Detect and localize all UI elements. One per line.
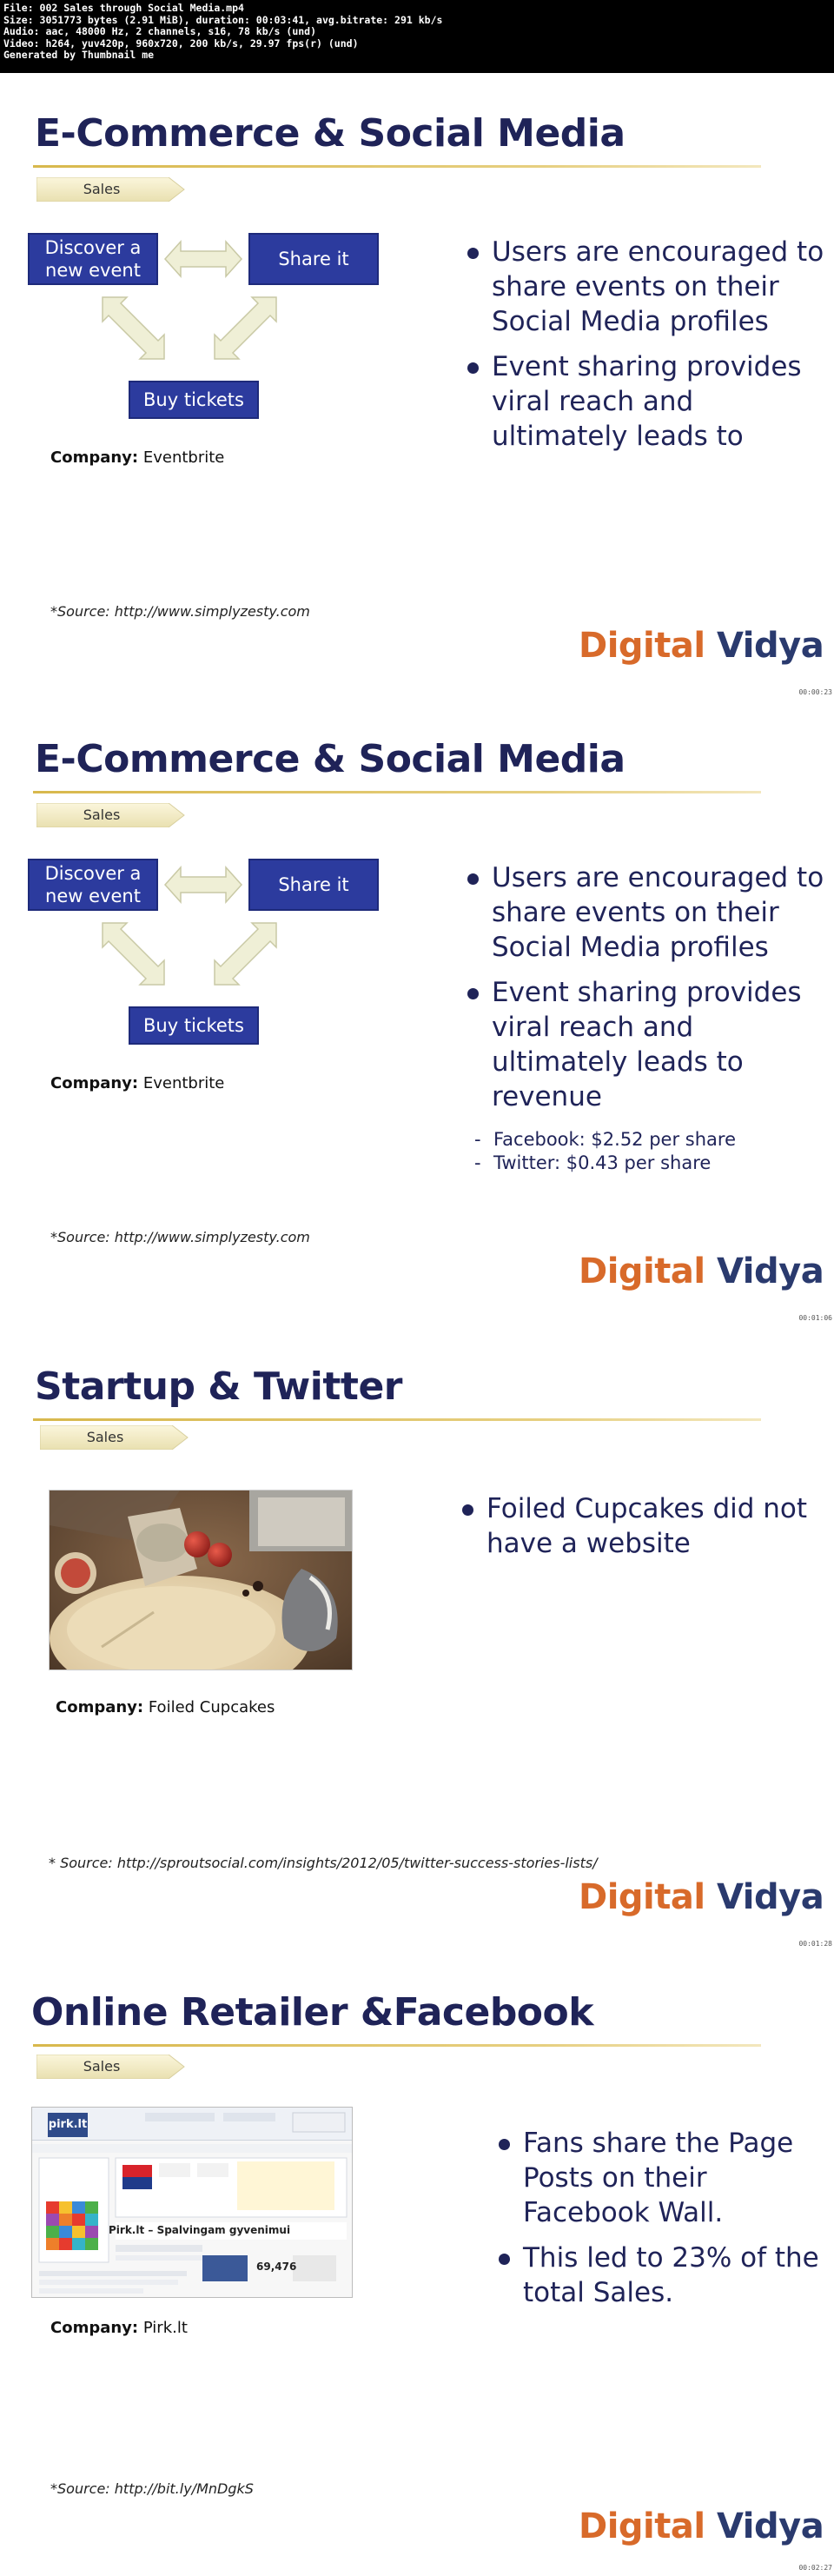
digital-vidya-logo [579,626,824,666]
slide-1 [0,73,834,699]
logo-part-vidya: Vidya [717,1251,824,1291]
logo-part-digital: Digital [579,626,705,666]
sales-tag-label: Sales [83,807,121,823]
double-arrow-icon [163,238,243,280]
title-rule [33,1418,761,1421]
bullet-list [464,860,829,1125]
bullet-item: Users are encouraged to share events on their Social Media profiles [464,235,829,339]
digital-vidya-logo [579,2506,824,2546]
diagonal-arrow-icon [97,292,167,362]
fb-likes-count: 69,476 [256,2261,297,2273]
company-label: Company: [50,1074,139,1092]
sales-tag [40,1425,188,1450]
title-rule [33,165,761,168]
bullet-list [459,1491,824,1571]
slide-2 [0,699,834,1325]
timestamp: 00:02:27 [798,2564,832,2572]
sales-tag-label: Sales [86,1429,124,1445]
share-it-box: Share it [248,233,379,285]
logo-part-vidya: Vidya [717,626,824,666]
logo-part-digital: Digital [579,2506,705,2546]
bullet-item: Users are encouraged to share events on their Social Media profiles [464,860,829,965]
company-line [56,1698,275,1716]
source-citation: *Source: http://www.simplyzesty.com [50,603,310,620]
slide-title: Online Retailer &Facebook [31,1990,594,2035]
pirk-logo: pirk.lt [48,2113,88,2137]
company-line [50,448,224,467]
slide-title: Startup & Twitter [35,1364,402,1409]
company-line [50,2319,188,2337]
logo-part-digital: Digital [579,1251,705,1291]
logo-part-vidya: Vidya [717,1877,824,1917]
fb-page-illustration [32,2108,353,2298]
sales-tag [36,803,184,827]
company-label: Company: [50,448,139,467]
timestamp: 00:01:06 [798,1314,832,1322]
company-name: Eventbrite [142,1074,225,1092]
source-citation: *Source: http://www.simplyzesty.com [50,1229,310,1245]
timestamp: 00:00:23 [798,688,832,696]
discover-event-box: Discover a new event [28,233,158,285]
company-name: Foiled Cupcakes [148,1698,275,1716]
sub-bullet-item: - Twitter: $0.43 per share [471,1152,818,1175]
file-info-line: Video: h264, yuv420p, 960x720, 200 kb/s, 29.97 fps(r) (und) [3,37,359,50]
bullet-item: This led to 23% of the total Sales. [495,2241,825,2310]
company-name: Pirk.lt [142,2319,188,2337]
company-label: Company: [50,2319,139,2337]
bullet-list [495,2126,825,2320]
sales-tag [36,177,184,202]
logo-part-digital: Digital [579,1877,705,1917]
file-info-line: Size: 3051773 bytes (2.91 MiB), duration: 00:03:41, avg.bitrate: 291 kb/s [3,14,443,26]
sub-bullet-list [471,1128,818,1175]
slide-4 [0,1950,834,2576]
source-citation: * Source: http://sproutsocial.com/insights/2012/05/twitter-success-stories-lists/ [49,1855,598,1871]
diagonal-arrow-icon [212,918,281,987]
buy-tickets-box: Buy tickets [129,1006,259,1045]
facebook-page-screenshot [31,2107,353,2298]
diagonal-arrow-icon [97,918,167,987]
sub-bullet-item: - Facebook: $2.52 per share [471,1128,818,1152]
title-rule [33,2044,761,2047]
file-info-header [0,0,834,73]
company-line [50,1074,224,1092]
bullet-item: Event sharing provides viral reach and ultimately leads to revenue [464,975,829,1114]
source-citation: *Source: http://bit.ly/MnDgkS [50,2480,254,2497]
bullet-list [464,235,829,464]
sales-tag-label: Sales [83,181,121,197]
double-arrow-icon [163,864,243,906]
logo-part-vidya: Vidya [717,2506,824,2546]
cupcake-kitchen-photo [49,1490,353,1670]
share-it-box: Share it [248,859,379,911]
bullet-item: Foiled Cupcakes did not have a website [459,1491,824,1561]
discover-event-box: Discover a new event [28,859,158,911]
slide-3 [0,1325,834,1950]
file-info-line: Audio: aac, 48000 Hz, 2 channels, s16, 78 kb/s (und) [3,26,317,37]
company-name: Eventbrite [142,448,225,467]
sales-tag-label: Sales [83,2058,121,2075]
slide-title: E-Commerce & Social Media [35,111,626,156]
title-rule [33,791,761,793]
file-info-line: File: 002 Sales through Social Media.mp4 [3,3,244,14]
slide-title: E-Commerce & Social Media [35,737,626,781]
cupcake-photo-illustration [50,1490,353,1670]
file-info-line: Generated by Thumbnail me [3,50,155,61]
bullet-item: Event sharing provides viral reach and ultimately leads to [464,349,829,454]
bullet-item: Fans share the Page Posts on their Facebook Wall. [495,2126,825,2230]
sales-tag [36,2055,184,2079]
company-label: Company: [56,1698,144,1716]
diagonal-arrow-icon [212,292,281,362]
buy-tickets-box: Buy tickets [129,381,259,419]
digital-vidya-logo [579,1877,824,1917]
fb-page-name: Pirk.lt – Spalvingam gyvenimui [109,2224,291,2236]
timestamp: 00:01:28 [798,1940,832,1948]
digital-vidya-logo [579,1251,824,1291]
